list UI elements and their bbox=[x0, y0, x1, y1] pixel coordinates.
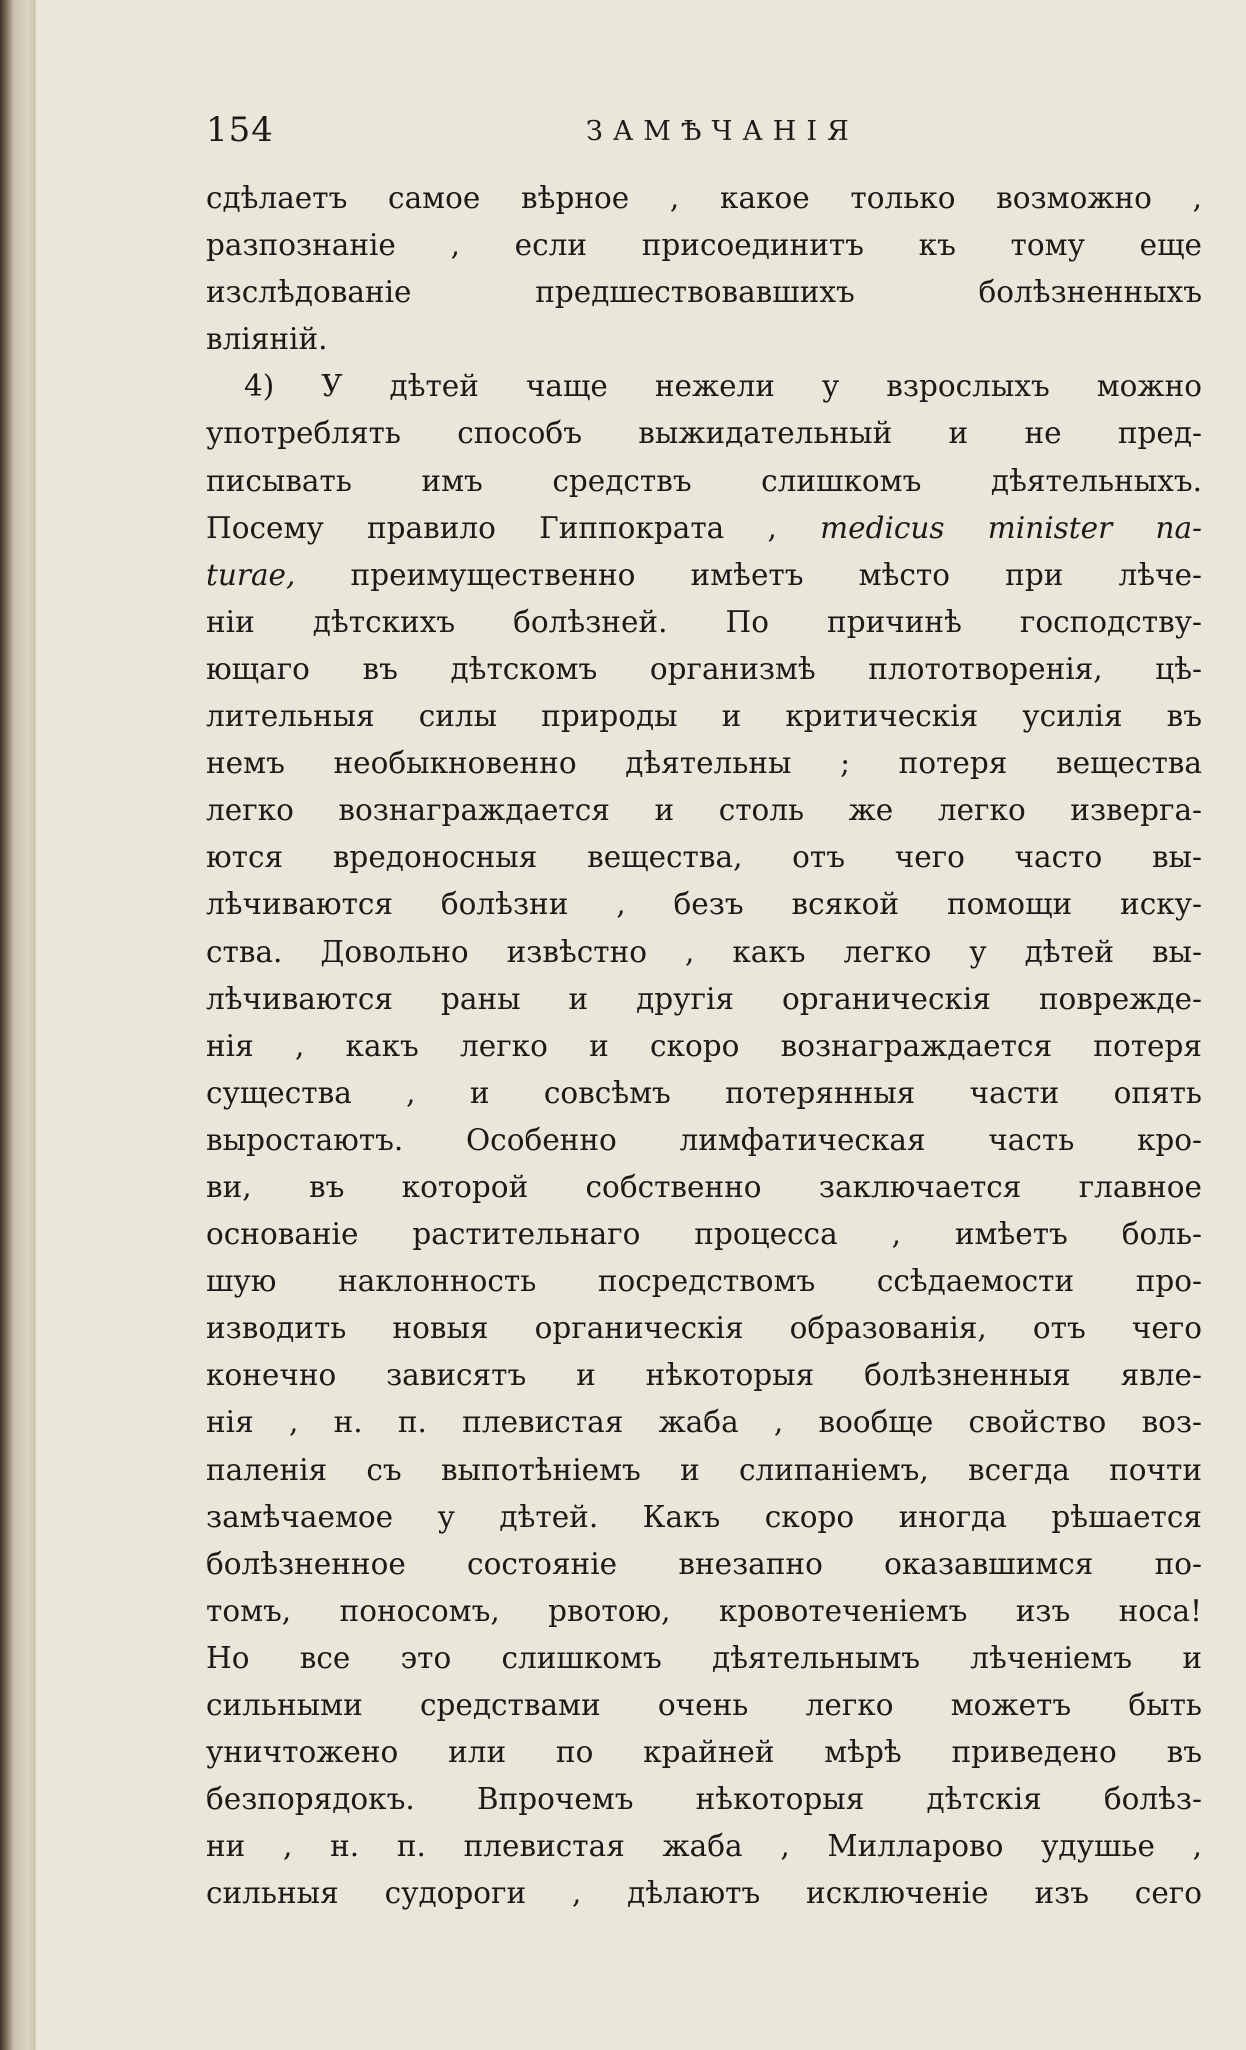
text-line: паленія съ выпотѣніемъ и слипаніемъ, всегда почти bbox=[206, 1452, 1202, 1487]
text-line: сильныя судороги , дѣлаютъ исключеніе изъ сего bbox=[206, 1876, 1202, 1911]
text-line bbox=[206, 552, 1202, 599]
text-line: ни , н. п. плевистая жаба , Милларово удушье , bbox=[206, 1829, 1202, 1864]
text-line: писывать имъ средствъ слишкомъ дѣятельныхъ. bbox=[206, 463, 1202, 498]
text-line: немъ необыкновенно дѣятельны ; потеря вещества bbox=[206, 746, 1202, 781]
text-line bbox=[206, 505, 1202, 552]
text-line: ются вредоносныя вещества, отъ чего часто вы- bbox=[206, 840, 1202, 875]
text-line: конечно зависятъ и нѣкоторыя болѣзненныя явле- bbox=[206, 1358, 1202, 1393]
text-line: томъ, поносомъ, рвотою, кровотеченіемъ изъ носа! bbox=[206, 1593, 1202, 1628]
text-line: Но все это слишкомъ дѣятельнымъ лѣченіемъ и bbox=[206, 1640, 1202, 1675]
text-line: существа , и совсѣмъ потерянныя части опять bbox=[206, 1075, 1202, 1110]
text-line: изслѣдованіе предшествовавшихъ болѣзненныхъ bbox=[206, 275, 1202, 310]
text-line: лѣчиваются болѣзни , безъ всякой помощи иску- bbox=[206, 887, 1202, 922]
book-gutter bbox=[0, 0, 30, 2050]
text-line: сдѣлаетъ самое вѣрное , какое только возможно , bbox=[206, 181, 1202, 215]
text-line: ви, въ которой собственно заключается главное bbox=[206, 1169, 1202, 1204]
body-text bbox=[206, 175, 1202, 1917]
text-line: нія , н. п. плевистая жаба , вообще свойство воз- bbox=[206, 1405, 1202, 1440]
text-line: изводить новыя органическія образованія, отъ чего bbox=[206, 1311, 1202, 1346]
text-line: ющаго въ дѣтскомъ организмѣ плототворенія, цѣ- bbox=[206, 651, 1202, 686]
text-segment: преимущественно имѣетъ мѣсто при лѣче- bbox=[295, 557, 1202, 592]
running-title: ЗАМѢЧАНІЯ bbox=[586, 116, 859, 147]
text-line: безпорядокъ. Впрочемъ нѣкоторыя дѣтскія болѣз- bbox=[206, 1782, 1202, 1817]
text-segment: Посему правило Гиппократа , bbox=[206, 510, 821, 545]
text-line: употреблять способъ выжидательный и не пред- bbox=[206, 416, 1202, 451]
text-line: замѣчаемое у дѣтей. Какъ скоро иногда рѣшается bbox=[206, 1499, 1202, 1534]
text-line: лѣчиваются раны и другія органическія поврежде- bbox=[206, 981, 1202, 1016]
latin-quote: medicus minister na- bbox=[820, 510, 1202, 545]
text-line: шую наклонность посредствомъ ссѣдаемости про- bbox=[206, 1264, 1202, 1299]
text-line: лительныя силы природы и критическія усилія въ bbox=[206, 699, 1202, 734]
page-header bbox=[206, 110, 1206, 160]
paragraph-first-line: 4) У дѣтей чаще нежели у взрослыхъ можно bbox=[244, 369, 1202, 404]
text-line: легко вознаграждается и столь же легко изверга- bbox=[206, 793, 1202, 828]
text-line: ства. Довольно извѣстно , какъ легко у дѣтей вы- bbox=[206, 934, 1202, 969]
text-line: вліяній. bbox=[206, 322, 328, 357]
text-line: уничтожено или по крайней мѣрѣ приведено въ bbox=[206, 1735, 1202, 1770]
text-line: выростаютъ. Особенно лимфатическая часть кро- bbox=[206, 1122, 1202, 1157]
text-line: разпознаніе , если присоединитъ къ тому еще bbox=[206, 228, 1202, 263]
text-line: болѣзненное состояніе внезапно оказавшимся по- bbox=[206, 1546, 1202, 1581]
text-line: сильными средствами очень легко можетъ быть bbox=[206, 1688, 1202, 1722]
text-line: нія , какъ легко и скоро вознаграждается потеря bbox=[206, 1028, 1202, 1063]
text-line: ніи дѣтскихъ болѣзней. По причинѣ господству- bbox=[206, 604, 1202, 639]
page-number: 154 bbox=[206, 110, 274, 150]
latin-quote: turae, bbox=[206, 557, 296, 592]
text-line: основаніе растительнаго процесса , имѣетъ боль- bbox=[206, 1217, 1202, 1252]
